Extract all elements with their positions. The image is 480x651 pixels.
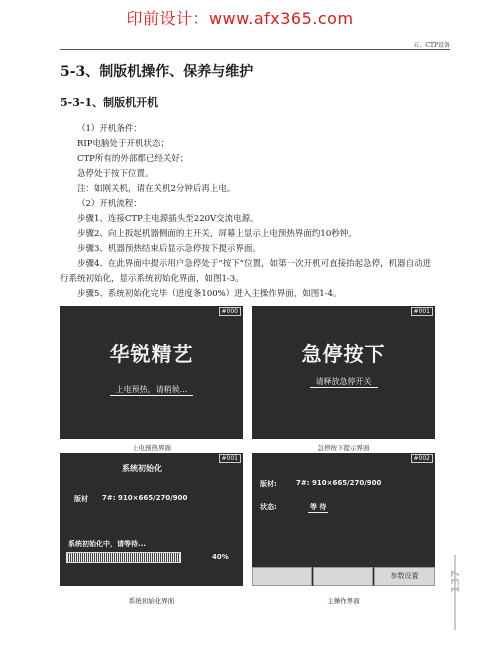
page-number: 137 <box>449 570 462 593</box>
section-title: 5-3、制版机操作、保养与维护 <box>60 64 254 80</box>
init-screen <box>60 453 243 586</box>
status-value: 等 待 <box>310 503 327 511</box>
paragraph: CTP所有的外部都已经关好； <box>77 154 189 164</box>
screen-id-tag: #000 <box>219 307 241 316</box>
screen-heading: 系统初始化 <box>122 464 162 473</box>
warmup-screen <box>60 306 243 439</box>
screen-id-tag: #001 <box>219 454 241 463</box>
screen-message: 请释放急停开关 <box>310 377 378 388</box>
paragraph: 步骤3、机器预热结束后显示急停按下提示界面。 <box>77 244 261 254</box>
paragraph: 步骤5、系统初始化完毕（进度条100%）进入主操作界面，如图1-4。 <box>77 289 342 299</box>
progress-percent: 40% <box>212 553 229 561</box>
function-button-1[interactable] <box>252 567 312 586</box>
screen-title: 急停按下 <box>301 342 386 366</box>
paragraph: 急停处于按下位置。 <box>77 169 154 179</box>
screen-message-wrap <box>252 376 435 387</box>
screen-message-wrap <box>60 384 243 395</box>
watermark-text: 印前设计：www.afx365.com <box>126 9 354 28</box>
paragraph: （2）开机流程： <box>77 199 142 209</box>
screen-id-tag: #002 <box>411 454 433 463</box>
figure-caption: 系统初始化界面 <box>128 597 175 605</box>
screen-message: 上电预热，请稍候... <box>110 385 194 396</box>
subsection-title: 5-3-1、制版机开机 <box>60 96 159 109</box>
estop-screen <box>252 306 435 439</box>
main-screen <box>252 453 435 586</box>
function-button-2[interactable] <box>313 567 373 586</box>
plate-label: 版材: <box>260 480 277 488</box>
paragraph: 注：如刚关机，请在关机2分钟后再上电。 <box>77 184 236 194</box>
status-label: 状态: <box>260 503 277 511</box>
paragraph: （1）开机条件： <box>77 124 142 134</box>
plate-value: 7#: 910×665/270/900 <box>296 479 382 487</box>
paragraph: 步骤1、连接CTP主电源插头至220V交流电源。 <box>77 214 259 224</box>
progress-bar <box>66 552 181 563</box>
screen-id-tag: #001 <box>411 307 433 316</box>
figure-caption: 上电预热界面 <box>132 444 171 452</box>
plate-value: 7#: 910×665/270/900 <box>102 494 188 502</box>
header-rule <box>60 49 450 50</box>
plate-label: 版材 <box>74 495 88 503</box>
body-text <box>60 122 436 302</box>
progress-label: 系统初始化中，请等待... <box>68 540 146 548</box>
paragraph: 步骤4、在此界面中提示用户急停处于“按下”位置，如第一次开机可直接抬起急停，机器自动进行系统初始化，显示系统初始化界面，如图1-3。 <box>60 259 432 284</box>
figure-caption: 主操作界面 <box>327 597 360 605</box>
parameter-settings-button[interactable]: 参数设置 <box>374 567 435 586</box>
paragraph: RIP电脑处于开机状态； <box>77 139 169 149</box>
figure-caption: 急停按下提示界面 <box>317 444 370 452</box>
screen-title: 华锐精艺 <box>109 342 194 366</box>
paragraph: 步骤2、向上扳起机器侧面的主开关，屏幕上显示上电预热界面约10秒钟。 <box>77 229 357 239</box>
running-header: 五、CTP设备 <box>413 42 450 49</box>
